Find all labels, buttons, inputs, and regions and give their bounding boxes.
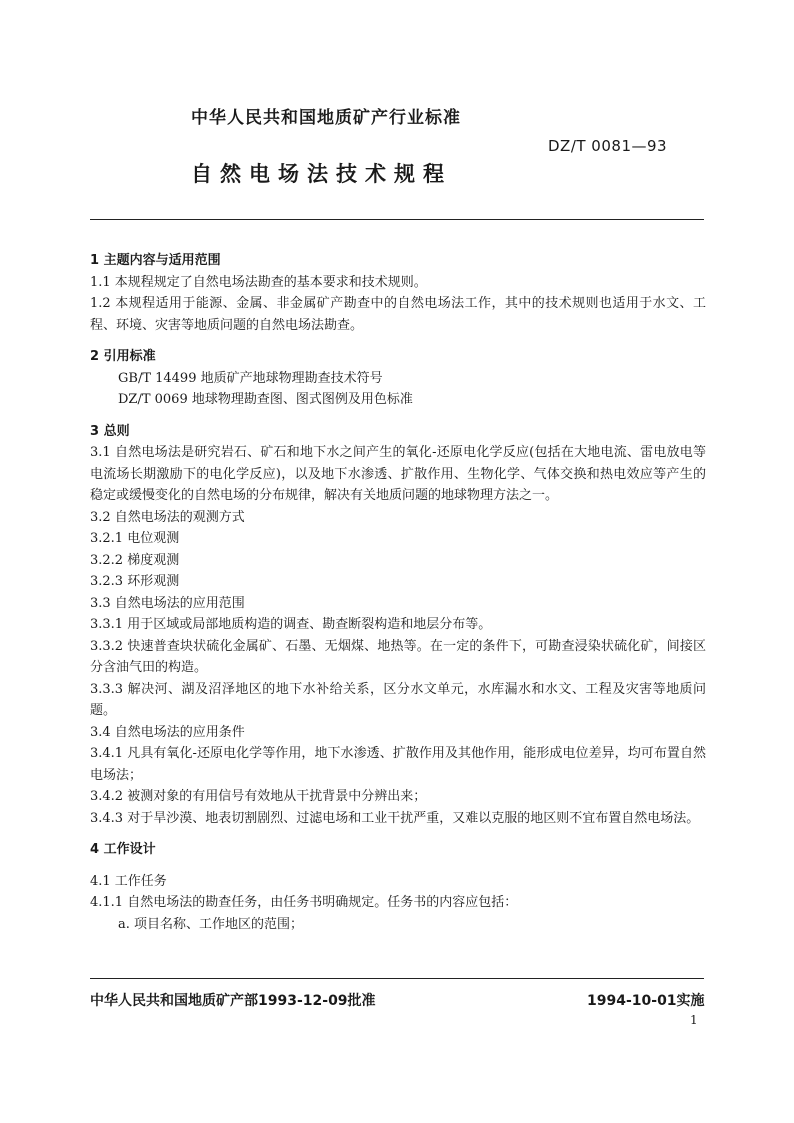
clause-paragraph: 3.2.2 梯度观测 [90,552,180,568]
clause-paragraph: 3.3.2 快速普查块状硫化金属矿、石墨、无烟煤、地热等。在一定的条件下，可勘查浸染状硫化矿，间接区分含油气田的构造。 [90,638,706,675]
standard-code: DZ/T 0081—93 [548,137,668,155]
implementation-date: 1994-10-01实施 [587,993,705,1009]
spacer [90,411,706,421]
clause-paragraph: 4.1 工作任务 [90,873,167,889]
document-body [90,250,706,935]
approval-info: 中华人民共和国地质矿产部1993-12-09批准 [90,993,376,1009]
clause-paragraph: 3.3.3 解决河、湖及沼泽地区的地下水补给关系，区分水文单元，水库漏水和水文、工程及灾害等地质问题。 [90,681,706,718]
issuing-organization: 中华人民共和国地质矿产行业标准 [191,108,461,128]
clause-paragraph: 3.4 自然电场法的应用条件 [90,724,245,740]
clause-paragraph: 1.2 本规程适用于能源、金属、非金属矿产勘查中的自然电场法工作，其中的技术规则也适用于水文、工程、环境、灾害等地质问题的自然电场法勘查。 [90,296,706,333]
header-divider [90,219,704,220]
reference-item: a. 项目名称、工作地区的范围； [118,916,304,932]
clause-paragraph: 3.4.1 凡具有氧化-还原电化学等作用，地下水渗透、扩散作用及其他作用，能形成电位差异，均可布置自然电场法； [90,746,706,783]
clause-paragraph: 3.1 自然电场法是研究岩石、矿石和地下水之间产生的氧化-还原电化学反应(包括在大地电流、雷电放电等电流场长期激励下的电化学反应)，以及地下水渗透、扩散作用、生物化学、气体交换和热电效应等产生的稳定或缓慢变化的自然电场的分布规律，解决有关地质问题的地球物理方法之一。 [90,445,706,503]
section-heading: 4 工作设计 [90,842,156,857]
spacer [90,861,706,871]
clause-paragraph: 3.3 自然电场法的应用范围 [90,595,245,611]
page-number: 1 [690,1013,698,1027]
clause-paragraph: 3.4.2 被测对象的有用信号有效地从干扰背景中分辨出来； [90,789,427,804]
section-heading: 1 主题内容与适用范围 [90,253,221,268]
reference-item: GB/T 14499 地质矿产地球物理勘查技术符号 [118,370,383,386]
clause-paragraph: 3.4.3 对于旱沙漠、地表切割剧烈、过滤电场和工业干扰严重，又难以克服的地区则不宜布置自然电场法。 [90,810,700,826]
clause-paragraph: 3.2.3 环形观测 [90,574,180,589]
clause-paragraph: 4.1.1 自然电场法的勘查任务，由任务书明确规定。任务书的内容应包括： [90,895,518,910]
reference-item: DZ/T 0069 地球物理勘查图、图式图例及用色标准 [118,392,413,407]
section-heading: 2 引用标准 [90,349,156,364]
document-title: 自然电场法技术规程 [191,162,452,186]
footer-divider [90,978,704,979]
spacer [90,336,706,346]
clause-paragraph: 3.3.1 用于区域或局部地质构造的调查、勘查断裂构造和地层分布等。 [90,617,492,632]
clause-paragraph: 3.2.1 电位观测 [90,531,180,546]
spacer [90,829,706,839]
section-heading: 3 总则 [90,423,130,439]
clause-paragraph: 1.1 本规程规定了自然电场法勘查的基本要求和技术规则。 [90,274,427,290]
clause-paragraph: 3.2 自然电场法的观测方式 [90,509,245,525]
